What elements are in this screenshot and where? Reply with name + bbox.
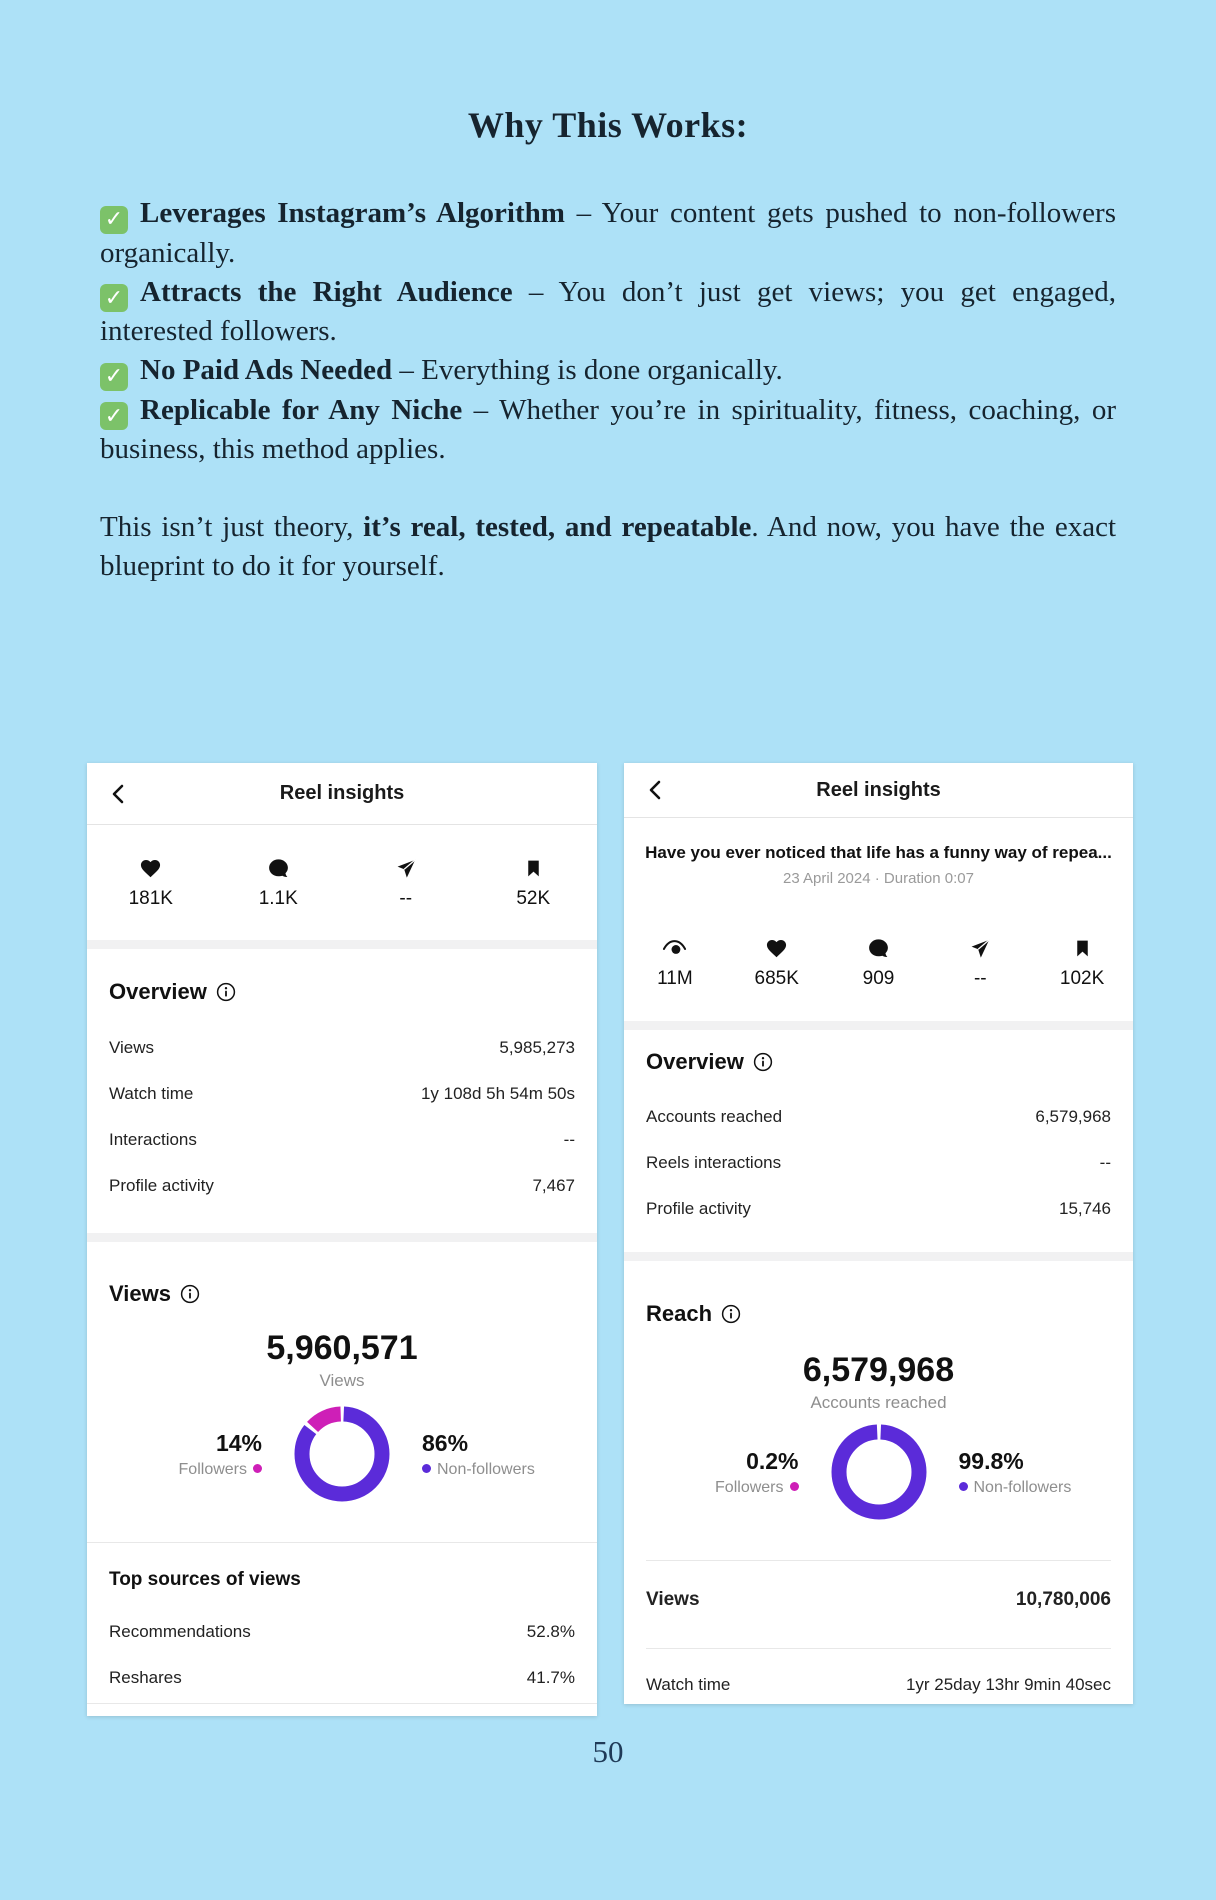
followers-percent: 14% bbox=[215, 1429, 262, 1456]
bullet-rest-text: – You don’t just get views; you get engaged, interested followers. bbox=[100, 275, 1116, 347]
back-chevron-icon[interactable] bbox=[107, 782, 131, 806]
views-donut-row bbox=[87, 1401, 597, 1507]
info-icon[interactable] bbox=[180, 1284, 200, 1304]
back-chevron-icon[interactable] bbox=[644, 778, 668, 802]
share-icon bbox=[342, 856, 470, 880]
bullet-leverages-algorithm bbox=[100, 194, 1116, 273]
saves-count: 102K bbox=[1059, 968, 1105, 989]
section-divider-band bbox=[87, 940, 597, 949]
reach-heading bbox=[646, 1301, 741, 1327]
likes-stat bbox=[87, 856, 215, 910]
likes-stat bbox=[726, 936, 828, 990]
overview-heading bbox=[109, 979, 236, 1005]
thin-divider bbox=[646, 1648, 1111, 1649]
checkmark-icon bbox=[100, 284, 128, 312]
info-icon[interactable] bbox=[753, 1052, 773, 1072]
reach-heading-label: Reach bbox=[646, 1301, 713, 1326]
bullet-rest-text: – Everything is done organically. bbox=[392, 354, 783, 386]
comments-count: 909 bbox=[862, 968, 895, 989]
watch-time-row bbox=[624, 1660, 1133, 1710]
saves-stat bbox=[470, 856, 598, 910]
source-row bbox=[87, 1655, 597, 1701]
insight-row bbox=[87, 1117, 597, 1163]
row-value: 5,985,273 bbox=[499, 1038, 575, 1057]
shares-stat bbox=[342, 856, 470, 910]
bullet-bold-text: No Paid Ads Needed bbox=[140, 354, 393, 386]
views-heading bbox=[109, 1281, 200, 1307]
bullet-bold-text: Replicable for Any Niche bbox=[140, 393, 463, 426]
share-icon bbox=[929, 936, 1031, 960]
insight-row bbox=[87, 1025, 597, 1071]
checkmark-icon bbox=[100, 363, 128, 391]
row-value: 10,780,006 bbox=[1015, 1589, 1111, 1610]
overview-rows bbox=[87, 1025, 597, 1209]
bookmark-icon bbox=[470, 856, 598, 880]
bullet-bold-text: Leverages Instagram’s Algorithm bbox=[140, 197, 565, 229]
top-sources-rows bbox=[87, 1609, 597, 1701]
purple-dot-icon bbox=[959, 1482, 968, 1491]
overview-rows bbox=[624, 1094, 1133, 1232]
row-label: Views bbox=[646, 1589, 700, 1610]
insight-row bbox=[624, 1140, 1133, 1186]
row-label: Reels interactions bbox=[646, 1153, 782, 1172]
nonfollowers-legend bbox=[931, 1448, 1099, 1497]
saves-count: 52K bbox=[516, 888, 551, 909]
comments-stat bbox=[828, 936, 930, 990]
reach-total-block bbox=[624, 1351, 1133, 1413]
row-label: Profile activity bbox=[646, 1199, 751, 1218]
views-total-label: Views bbox=[319, 1371, 365, 1390]
bottom-rows bbox=[624, 1575, 1133, 1625]
magenta-dot-icon bbox=[253, 1464, 262, 1473]
closing-post: . And now, you have the exact blueprint to do it for yourself. bbox=[100, 511, 1116, 582]
magenta-dot-icon bbox=[790, 1482, 799, 1491]
insight-row bbox=[87, 1163, 597, 1209]
comments-count: 1.1K bbox=[258, 888, 298, 909]
views-total-row bbox=[624, 1575, 1133, 1625]
views-count: 11M bbox=[657, 968, 693, 989]
row-label: Watch time bbox=[646, 1675, 731, 1694]
section-divider-band bbox=[624, 1252, 1133, 1261]
row-value: -- bbox=[1099, 1153, 1111, 1172]
nonfollowers-legend bbox=[394, 1430, 562, 1479]
likes-count: 685K bbox=[754, 968, 799, 989]
saves-stat bbox=[1031, 936, 1133, 990]
overview-heading-label: Overview bbox=[646, 1049, 744, 1074]
checkmark-icon bbox=[100, 402, 128, 430]
bullet-rest-text: – Whether you’re in spirituality, fitness, coaching, or business, this method applies. bbox=[100, 393, 1116, 465]
card-header bbox=[87, 763, 597, 825]
followers-percent: 0.2% bbox=[746, 1447, 799, 1474]
heart-icon bbox=[87, 856, 215, 880]
section-divider-band bbox=[624, 1021, 1133, 1030]
row-value: 15,746 bbox=[1059, 1199, 1111, 1218]
source-row bbox=[87, 1609, 597, 1655]
nonfollowers-arc bbox=[839, 1432, 919, 1512]
nonfollowers-percent: 86% bbox=[422, 1429, 469, 1456]
closing-paragraph bbox=[100, 508, 1116, 586]
row-label: Reshares bbox=[109, 1668, 182, 1687]
engagement-stats-row bbox=[87, 826, 597, 940]
thin-divider bbox=[87, 1542, 597, 1543]
card-title: Reel insights bbox=[816, 778, 941, 801]
reel-caption-block bbox=[636, 843, 1121, 887]
info-icon[interactable] bbox=[721, 1304, 741, 1324]
bookmark-icon bbox=[1031, 936, 1133, 960]
reach-donut-row bbox=[624, 1419, 1133, 1525]
eye-icon bbox=[624, 936, 726, 960]
views-total-block bbox=[87, 1329, 597, 1391]
reach-total-label: Accounts reached bbox=[810, 1393, 947, 1412]
followers-label: Followers bbox=[122, 1461, 262, 1479]
followers-label: Followers bbox=[659, 1479, 799, 1497]
row-value: 1y 108d 5h 54m 50s bbox=[420, 1084, 575, 1103]
nonfollowers-label: Non-followers bbox=[422, 1461, 562, 1479]
bullet-right-audience bbox=[100, 273, 1116, 352]
section-divider-band bbox=[87, 1233, 597, 1242]
closing-bold: it’s real, tested, and repeatable bbox=[363, 511, 752, 543]
reel-meta: 23 April 2024 · Duration 0:07 bbox=[783, 870, 974, 887]
comment-icon bbox=[828, 936, 930, 960]
reel-insights-card-right bbox=[624, 763, 1133, 1704]
bullet-bold-text: Attracts the Right Audience bbox=[140, 275, 513, 308]
views-donut-chart bbox=[290, 1402, 394, 1506]
views-total-number: 5,960,571 bbox=[266, 1329, 418, 1367]
views-stat bbox=[624, 936, 726, 990]
reach-total-number: 6,579,968 bbox=[802, 1351, 955, 1389]
engagement-stats-row bbox=[624, 911, 1133, 1015]
row-label: Interactions bbox=[109, 1130, 197, 1149]
thin-divider bbox=[87, 1703, 597, 1704]
reel-caption: Have you ever noticed that life has a funny way of repea... bbox=[645, 843, 1112, 862]
reach-donut-chart bbox=[827, 1420, 931, 1524]
reel-insights-card-left bbox=[87, 763, 597, 1716]
row-label: Watch time bbox=[109, 1084, 194, 1103]
row-label: Profile activity bbox=[109, 1176, 214, 1195]
overview-heading-label: Overview bbox=[109, 979, 207, 1004]
bullet-no-paid-ads bbox=[100, 351, 1116, 391]
comments-stat bbox=[215, 856, 343, 910]
shares-stat bbox=[929, 936, 1031, 990]
purple-dot-icon bbox=[422, 1464, 431, 1473]
page-number: 50 bbox=[592, 1734, 624, 1769]
card-title: Reel insights bbox=[279, 782, 405, 804]
overview-heading bbox=[646, 1049, 773, 1075]
shares-count: -- bbox=[973, 968, 987, 989]
row-label: Views bbox=[109, 1038, 155, 1057]
row-value: 52.8% bbox=[526, 1622, 575, 1641]
row-value: 6,579,968 bbox=[1035, 1107, 1111, 1126]
row-value: -- bbox=[563, 1130, 575, 1149]
bullet-replicable bbox=[100, 391, 1116, 470]
insight-row bbox=[624, 1094, 1133, 1140]
row-label: Recommendations bbox=[109, 1622, 251, 1641]
card-header bbox=[624, 763, 1133, 818]
followers-legend bbox=[659, 1448, 827, 1497]
insight-row bbox=[87, 1071, 597, 1117]
page-title: Why This Works: bbox=[467, 105, 749, 145]
row-label: Accounts reached bbox=[646, 1107, 783, 1126]
top-sources-heading: Top sources of views bbox=[109, 1569, 301, 1590]
thin-divider bbox=[646, 1560, 1111, 1561]
closing-pre: This isn’t just theory, bbox=[100, 511, 364, 543]
insight-row bbox=[624, 1186, 1133, 1232]
row-value: 1yr 25day 13hr 9min 40sec bbox=[905, 1675, 1111, 1694]
checkmark-icon bbox=[100, 206, 128, 234]
likes-count: 181K bbox=[128, 888, 173, 909]
row-value: 41.7% bbox=[526, 1668, 575, 1687]
nonfollowers-percent: 99.8% bbox=[958, 1447, 1024, 1474]
comment-icon bbox=[215, 856, 343, 880]
views-heading-label: Views bbox=[109, 1281, 171, 1306]
row-value: 7,467 bbox=[532, 1176, 575, 1195]
bullet-rest-text: – Your content gets pushed to non-followers organically. bbox=[100, 197, 1116, 269]
shares-count: -- bbox=[399, 888, 413, 909]
heart-icon bbox=[726, 936, 828, 960]
nonfollowers-label: Non-followers bbox=[959, 1479, 1099, 1497]
body-text bbox=[100, 194, 1116, 586]
bottom-rows bbox=[624, 1660, 1133, 1710]
followers-legend bbox=[122, 1430, 290, 1479]
info-icon[interactable] bbox=[216, 982, 236, 1002]
